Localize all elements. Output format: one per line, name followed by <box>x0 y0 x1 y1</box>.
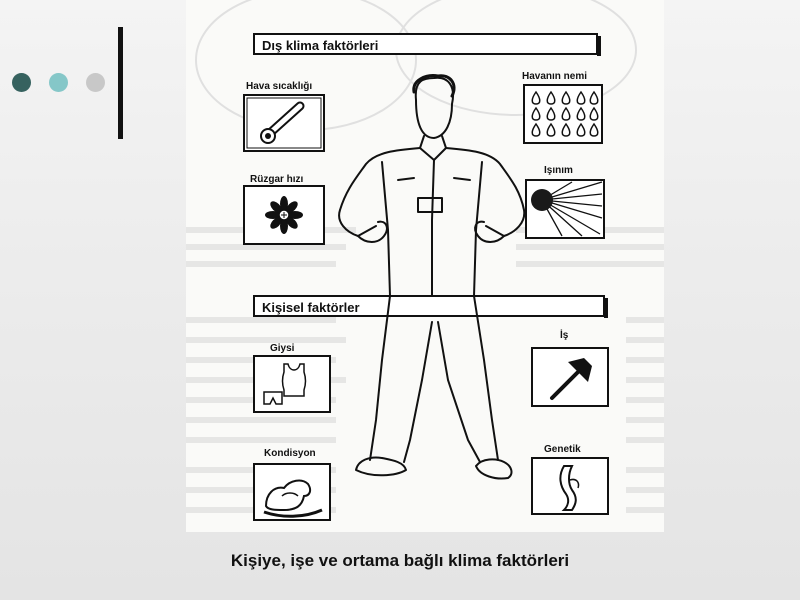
hammer-icon <box>532 348 608 406</box>
vertical-divider <box>118 27 123 139</box>
fan-icon <box>244 186 324 244</box>
flexed-arm-icon <box>254 464 330 520</box>
dna-icon <box>532 458 608 514</box>
label-humidity: Havanın nemi <box>522 71 588 82</box>
label-wind-speed: Rüzgar hızı <box>250 174 304 185</box>
clothing-icon <box>254 356 330 412</box>
header-personal-text: Kişisel faktörler <box>262 300 360 315</box>
sun-icon <box>526 180 604 238</box>
decorative-dots <box>12 73 105 92</box>
label-fitness: Kondisyon <box>264 448 316 459</box>
label-genetics: Genetik <box>544 444 581 455</box>
label-radiation: Işınım <box>544 165 573 176</box>
dot-light <box>49 73 68 92</box>
scanned-figure <box>186 0 664 532</box>
label-air-temp: Hava sıcaklığı <box>246 81 313 92</box>
header-outdoor-text: Dış klima faktörleri <box>262 38 379 53</box>
figure-svg <box>186 0 664 532</box>
thermometer-icon <box>244 95 324 151</box>
label-clothing: Giysi <box>270 343 295 354</box>
water-drops-icon <box>524 85 602 143</box>
header-outdoor <box>254 34 601 56</box>
header-personal <box>254 296 608 318</box>
label-work: İş <box>560 330 569 341</box>
man-figure-icon <box>339 76 524 479</box>
dot-dark <box>12 73 31 92</box>
dot-gray <box>86 73 105 92</box>
figure-caption: Kişiye, işe ve ortama bağlı klima faktörleri <box>230 551 570 570</box>
